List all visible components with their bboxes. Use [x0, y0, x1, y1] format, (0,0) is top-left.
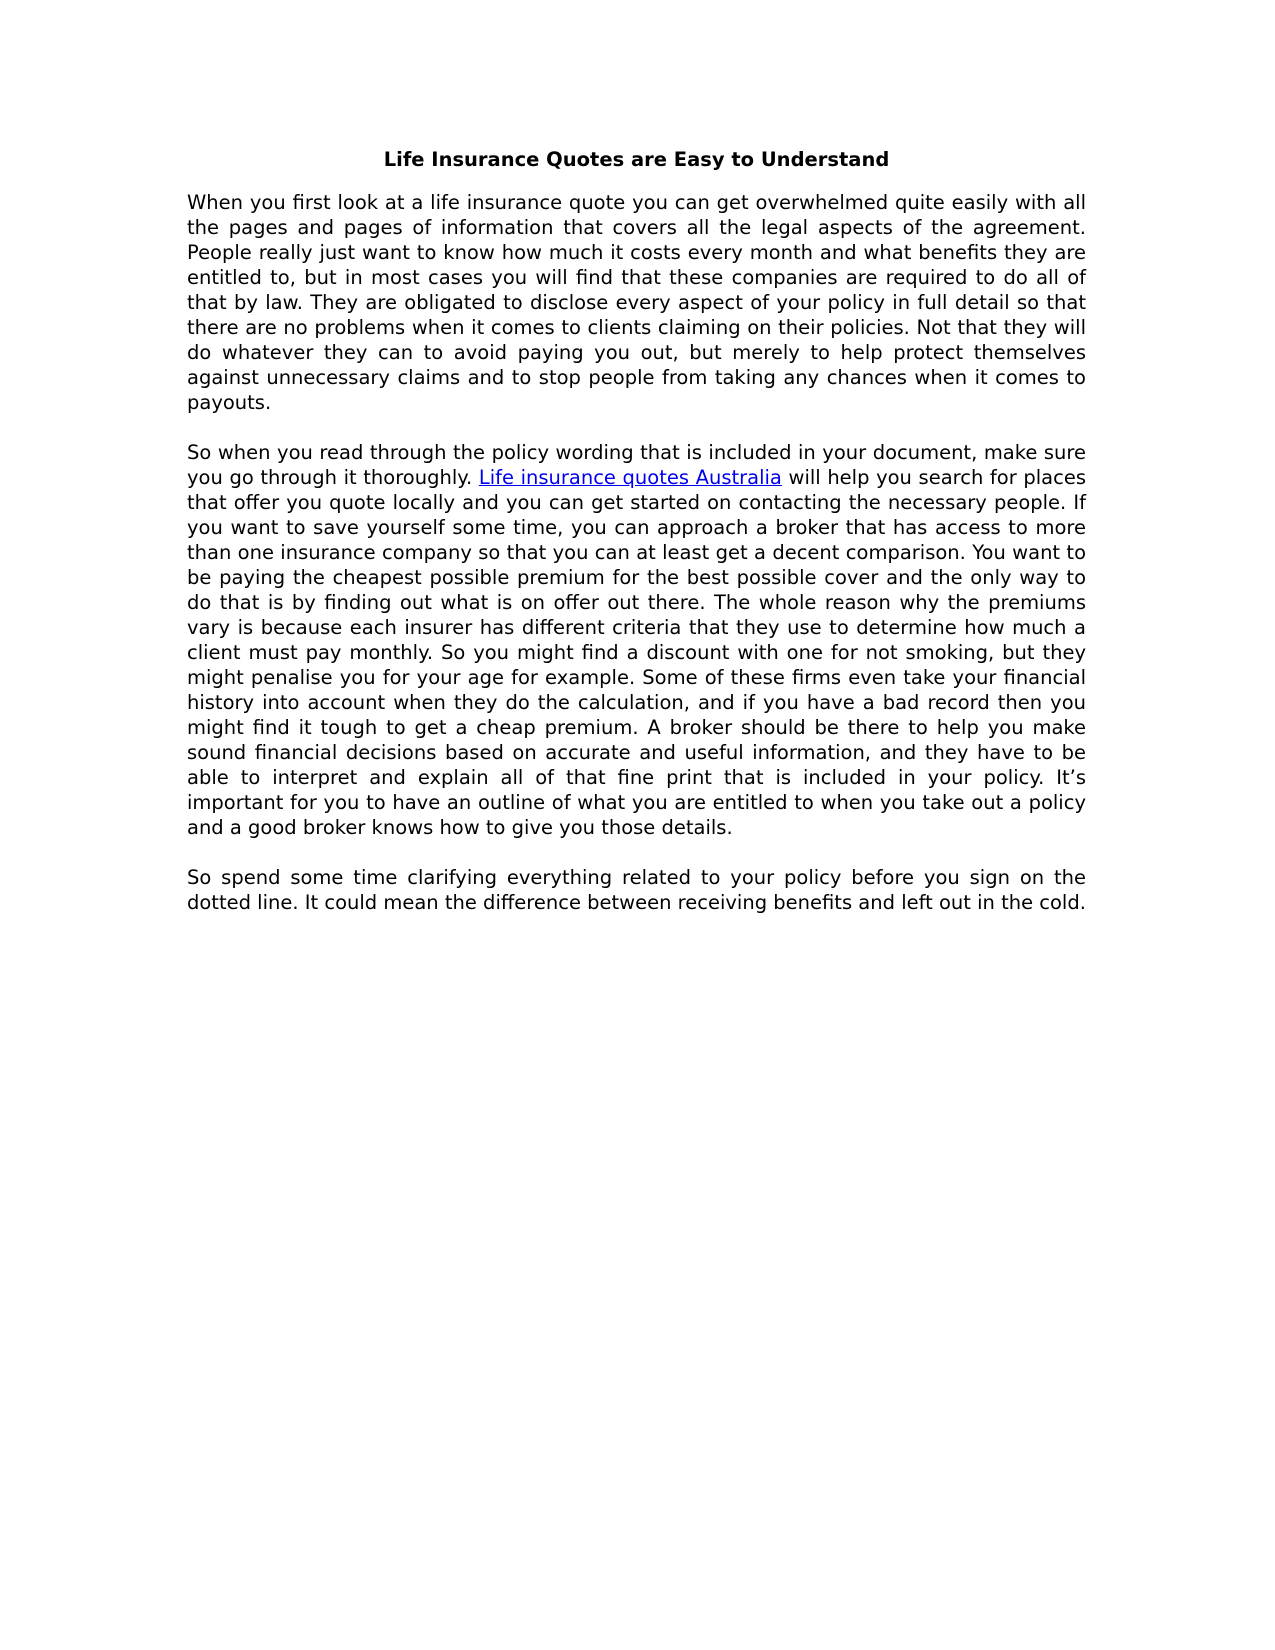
- document-title: Life Insurance Quotes are Easy to Understand: [383, 148, 890, 171]
- paragraph-3: So spend some time clarifying everything related to your policy before you sign on the dotted line. It could mean the difference between receiving benefits and left out in the cold.: [187, 866, 1086, 914]
- paragraph-1: When you first look at a life insurance quote you can get overwhelmed quite easily with all the pages and pages of information that covers all the legal aspects of the agreement. People really just want to know how much it costs every month and what benefits they are entitled to, but in most cases you will find that these companies are required to do all of that by law. They are obligated to disclose every aspect of your policy in full detail so that there are no problems when it comes to clients claiming on their policies. Not that they will do whatever they can to avoid paying you out, but merely to help protect themselves against unnecessary claims and to stop people from taking any chances when it comes to payouts.: [187, 191, 1086, 414]
- life-insurance-quotes-australia-link[interactable]: Life insurance quotes Australia: [478, 466, 782, 489]
- paragraph-2: [187, 440, 1086, 840]
- paragraph-2-text-before-link: So when you read through the policy wording that is included in your document, make sure you go through it thoroughly.: [187, 441, 1086, 489]
- document-body: [187, 147, 1086, 940]
- paragraph-2-text-after-link: will help you search for places that offer you quote locally and you can get started on contacting the necessary people. If you want to save yourself some time, you can approach a broker that has access to more than one insurance company so that you can at least get a decent comparison. You want to be paying the cheapest possible premium for the best possible cover and the only way to do that is by finding out what is on offer out there. The whole reason why the premiums vary is because each insurer has different criteria that they use to determine how much a client must pay monthly. So you might find a discount with one for not smoking, but they might penalise you for your age for example. Some of these firms even take your financial history into account when they do the calculation, and if you have a bad record then you might find it tough to get a cheap premium. A broker should be there to help you make sound financial decisions based on accurate and useful information, and they have to be able to interpret and explain all of that fine print that is included in your policy. It’s important for you to have an outline of what you are entitled to when you take out a policy and a good broker knows how to give you those details.: [187, 466, 1086, 839]
